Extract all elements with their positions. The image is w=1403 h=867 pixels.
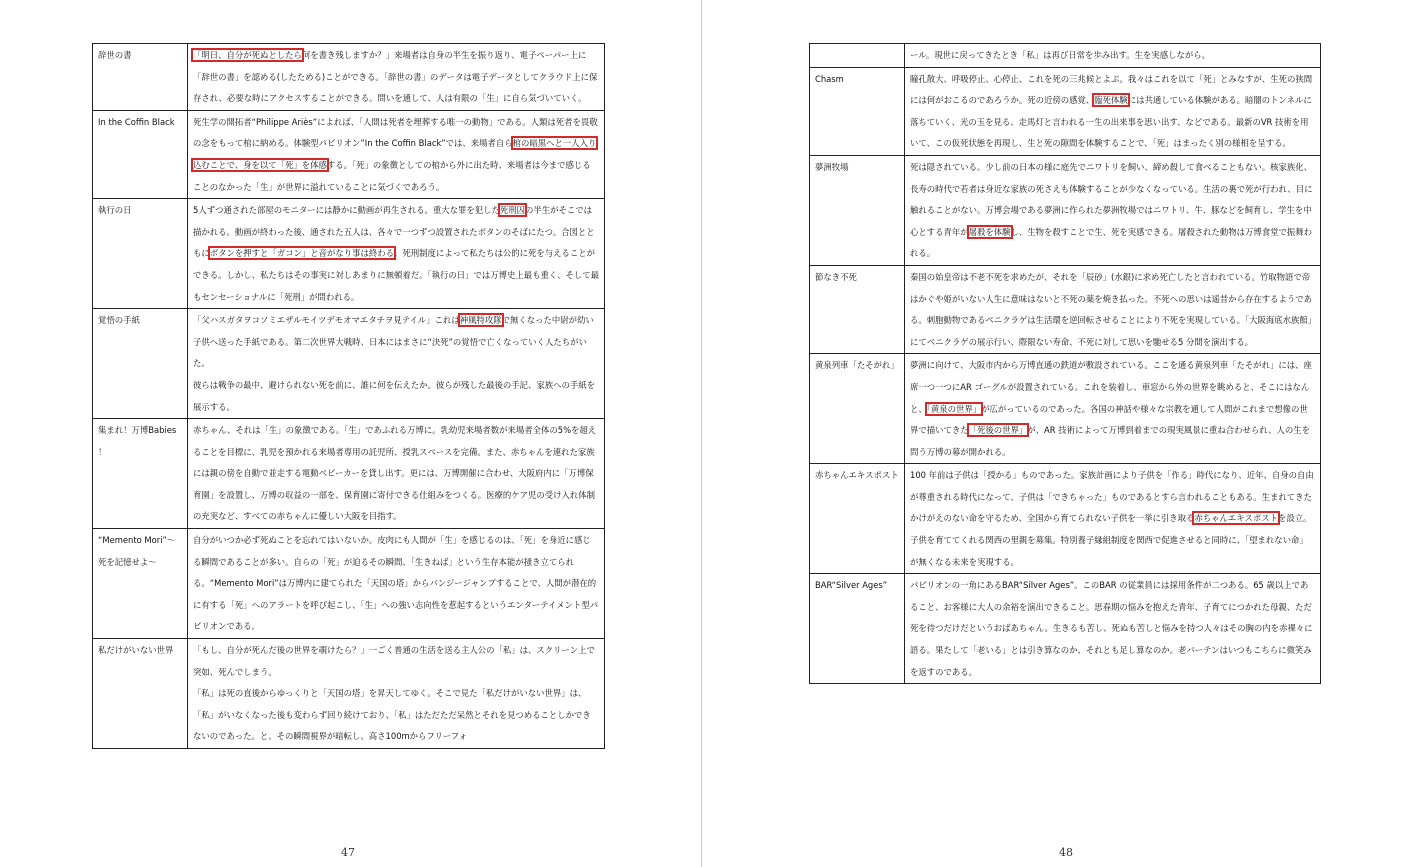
pavilion-description-cell xyxy=(188,639,605,749)
text-segment: 自分がいつか必ず死ぬことを忘れてはいないか。皮肉にも人間が「生」を感じるのは、「死」を身近に感じる瞬間であることが多い。自らの「死」が迫るその瞬間、「生きねば」という生存本能が掻き立てられる。“Memento Mori”は万博内に建てられた「天国の塔」からバンジージャンプすることで、人間が潜在的に有する「死」へのアラートを呼び起こし、「生」への強い志向性を惹起するというエンターテイメント型パビリオンである。 xyxy=(193,535,599,632)
pavilion-name-cell: 夢洲牧場 xyxy=(810,155,905,265)
highlighted-phrase: 「死後の世界」 xyxy=(968,425,1028,436)
pavilion-name-cell: 覚悟の手紙 xyxy=(93,309,188,419)
text-segment: する。「死」の象徴としての棺から外に出た時、来場者は今まで感じることのなかった「生」が世界に溢れていることに気づくであろう。 xyxy=(193,159,591,192)
highlighted-phrase: 屠殺を体験 xyxy=(968,226,1011,237)
highlighted-phrase: 臨死体験 xyxy=(1094,95,1128,106)
left-table-row xyxy=(93,44,605,111)
pavilion-description-cell xyxy=(188,44,605,111)
right-page xyxy=(702,0,1403,867)
text-segment: 秦国の始皇帝は不老不死を求めたが、それを「辰砂」(水銀)に求め死亡したと言われている。竹取物語で帝はかぐや姫がいない人生に意味はないと不死の薬を焼き払った。不死への思いは遥昔から存在するようである。刺胞動物であるベニクラゲは生活環を逆回転させることにより不死を実現している。「大阪海底水族館」にてベニクラゲの展示行い、際限ない寿命、不死に対して思いを馳せる5 分間を演出する。 xyxy=(910,271,1312,347)
description-paragraph xyxy=(193,310,599,375)
pavilion-description-cell xyxy=(188,419,605,529)
right-table-row xyxy=(810,265,1321,353)
text-segment: し、生物を殺すことで生、死を実感できる。屠殺された動物は万博食堂で振舞われる。 xyxy=(910,226,1312,259)
pavilion-description-cell xyxy=(905,155,1321,265)
pavilion-description-cell xyxy=(905,67,1321,155)
page-number-right: 48 xyxy=(1059,846,1073,859)
left-table-row xyxy=(93,529,605,639)
description-paragraph xyxy=(910,69,1315,155)
left-table-row xyxy=(93,639,605,749)
pavilion-description-cell xyxy=(905,464,1321,574)
text-segment: 100 年前は子供は「授かる」ものであった。家族計画により子供を「作る」時代になり、近年、自身の自由が尊重される時代になって、子供は「できちゃった」ものであるとすら言われることもある。生まれてきたかけがえのない命を守るため、全国から育てられない子供を一挙に引き取る xyxy=(910,470,1314,524)
text-segment: 夢洲に向けて、大阪市内から万博直通の鉄道が敷設されている。ここを通る黄泉列車「たそがれ」には、座席一つ一つにAR ゴーグルが設置されている。これを装着し、車窓から外の世界を眺めると、そこにはなんと、 xyxy=(910,360,1312,414)
page-number-left: 47 xyxy=(341,846,355,859)
text-segment: 「もし、自分が死んだ後の世界を覗けたら？」一ごく普通の生活を送る主人公の「私」は、スクリーン上で突如、死んでしまう。 xyxy=(193,645,595,677)
left-table-row xyxy=(93,419,605,529)
pavilion-name-cell: Chasm xyxy=(810,67,905,155)
text-segment: が広がっているのであった。各国の神話や様々な宗教を通して人間がこれまで想像の世界で描いてきた xyxy=(910,403,1308,436)
description-paragraph xyxy=(193,200,599,308)
description-paragraph xyxy=(193,530,599,638)
pavilion-description-cell xyxy=(188,199,605,309)
pavilion-description-cell xyxy=(905,44,1321,68)
text-segment: 何を書き残しますか？」来場者は自身の半生を振り返り、電子ペーパー上に「辞世の書」を認める(したためる)ことができる。「辞世の書」のデータは電子データとしてクラウド上に保存され、必要な時にアクセスすることができる。問いを通して、人は有限の「生」に自ら気づいていく。 xyxy=(193,50,598,104)
pavilion-name-cell: 辞世の書 xyxy=(93,44,188,111)
description-paragraph xyxy=(910,465,1315,573)
pavilion-name-cell: 節なき不死 xyxy=(810,265,905,353)
text-segment: 「父ハスガタヲコソミエザルモイツデモオマエタチヲ見テイル」これは xyxy=(193,315,460,326)
pavilion-description-cell xyxy=(905,265,1321,353)
pavilion-description-cell xyxy=(188,309,605,419)
right-table-row xyxy=(810,67,1321,155)
left-page xyxy=(0,0,701,867)
pavilion-name-cell: 執行の日 xyxy=(93,199,188,309)
right-table-row xyxy=(810,155,1321,265)
description-paragraph xyxy=(193,683,599,748)
description-paragraph xyxy=(193,112,599,198)
pavilion-description-cell xyxy=(905,354,1321,464)
description-paragraph xyxy=(910,575,1315,683)
description-paragraph xyxy=(193,375,599,418)
text-segment: 彼らは戦争の最中、避けられない死を前に、誰に何を伝えたか。彼らが残した最後の手記、家族への手紙を展示する。 xyxy=(193,379,595,412)
text-segment: には共通している体験がある。暗闇のトンネルに落ちていく、光の玉を見る、走馬灯と言われる一生の出来事を思い出す、などである。最新のVR 技術を用いて、この仮死状態を再現し、生と死の隙間を体験することで、「死」はまったく別の様相を呈する。 xyxy=(910,95,1312,149)
pavilion-description-cell xyxy=(188,110,605,198)
text-segment: が、AR 技術によって万博到着までの現実風景に重ね合わせられ、人の生を問う万博の幕が開かれる。 xyxy=(910,425,1310,457)
highlighted-phrase: ボタンを押すと「ガコン」と音がなり事は終わる xyxy=(209,248,394,259)
pavilion-name-cell: 赤ちゃんエキスポスト xyxy=(810,464,905,574)
left-table-row xyxy=(93,309,605,419)
left-table-row xyxy=(93,199,605,309)
pavilion-name-cell xyxy=(810,44,905,68)
text-segment: 死は隠されている。少し前の日本の様に庭先でニワトリを飼い、締め殺して食べることもない。核家族化、長寿の時代で若者は身近な家族の死さえも体験することが少なくなっている。生活の裏で死が行われ、目に触れることがない。万博会場である夢洲に作られた夢洲牧場ではニワトリ、牛、豚などを飼育し、学生を中心とする青年が xyxy=(910,161,1313,237)
text-segment: 死生学の開拓者“Philippe Ariès”によれば、「人間は死者を埋葬する唯一の動物」である。人類は死者を畏敬の念をもって棺に納める。体験型パビリオン”In the Coffin Black”では、来場者自ら xyxy=(193,116,598,149)
text-segment: 赤ちゃん、それは「生」の象徴である。「生」であふれる万博に。乳幼児来場者数が来場者全体の5%を超えることを目標に、乳児を預かれる来場者専用の託児所、授乳スペースを完備。また、赤ちゃんを連れた家族には親の傍を自動で並走する電動ベビーカーを貸し出す。更には、万博開催に合わせ、大阪府内に「万博保育園」を設置し、万博の収益の一部を、保育園に寄付できる仕組みをつくる。医療的ケア児の受け入れ体制の充実など、すべての赤ちゃんに優しい大阪を目指す。 xyxy=(193,425,597,522)
text-segment: ール。現世に戻ってきたとき「私」は再び日常を歩み出す。生を実感しながら。 xyxy=(910,50,1210,60)
highlighted-phrase: 死刑囚 xyxy=(499,205,525,216)
text-segment: を設立。子供を育ててくれる関西の里親を募集。特別養子縁組制度を関西で促進させると同時に、「望まれない命」が無くなる未来を実現する。 xyxy=(910,513,1312,567)
text-segment: 5人ずつ通された部屋のモニターには静かに動画が再生される。重大な罪を犯した xyxy=(193,205,500,216)
right-table-row xyxy=(810,464,1321,574)
highlighted-phrase: 「明日、自分が死ぬとしたら xyxy=(193,50,302,60)
text-segment: 「私」は死の直後からゆっくりと「天国の塔」を昇天してゆく。そこで見た「私だけがいない世界」は、「私」がいなくなった後も変わらず回り続けており、「私」はただただ呆然とそれを見つめることしかできないのであった。と、その瞬間視界が暗転し、高さ100mからフリーフォ xyxy=(193,688,591,742)
pavilion-name-cell: BAR“Silver Ages” xyxy=(810,574,905,684)
pavilion-name-cell: “Memento Mori”～死を記憶せよ～ xyxy=(93,529,188,639)
text-segment: 。死刑制度によって私たちは公的に死を与えることができる。しかし、私たちはその事実に対しあまりに無頓着だ。「執行の日」では万博史上最も重く、そして最もセンセーショナルに「死刑」が問われる。 xyxy=(193,248,600,302)
description-paragraph xyxy=(193,640,599,683)
pavilion-table-left xyxy=(92,43,605,749)
right-table-row xyxy=(810,44,1321,68)
description-paragraph xyxy=(193,45,599,110)
pavilion-name-cell: 黄泉列車「たそがれ」 xyxy=(810,354,905,464)
text-segment: の半生がそこでは描かれる。動画が終わった後、通された五人は、各々で一つずつ設置されたボタンのそばにたつ。合図とともに xyxy=(193,205,595,259)
pavilion-name-cell: 集まれ！万博Babies ！ xyxy=(93,419,188,529)
left-table-row xyxy=(93,110,605,198)
text-segment: 瞳孔散大、呼吸停止、心停止、これを死の三兆候とよぶ。我々はこれを以て「死」とみなすが、生死の狭間には何がおこるのであろうか。死の近傍の感覚、 xyxy=(910,73,1313,106)
text-segment: で無くなった中尉が幼い子供へ送った手紙である。第二次世界大戦時、日本にはまさに“決死”の覚悟で亡くなっていく人たちがいた。 xyxy=(193,315,594,369)
highlighted-phrase: 赤ちゃんエキスポスト xyxy=(1194,513,1279,524)
pavilion-name-cell: In the Coffin Black xyxy=(93,110,188,198)
highlighted-phrase: 神風特攻隊 xyxy=(459,315,502,326)
description-paragraph xyxy=(193,420,599,528)
pavilion-table-right xyxy=(809,43,1321,684)
text-segment: パビリオンの一角にあるBAR“Silver Ages”。このBAR の従業員には採用条件が二つある。65 歳以上であること、お客様に大人の余裕を演出できること。思春期の悩みを抱えた青年、子育てにつかれた母親、ただ死を待つだけだというおばあちゃん。生きるも苦し、死ぬも苦しと悩みを持つ人々はその胸の内を赤裸々に語る。果たして「老いる」とは引き算なのか、それとも足し算なのか。老バーテンはいつもこちらに微笑みを返すのである。 xyxy=(910,580,1313,677)
description-paragraph xyxy=(910,355,1315,463)
pavilion-name-cell: 私だけがいない世界 xyxy=(93,639,188,749)
right-table-row xyxy=(810,574,1321,684)
highlighted-phrase: 棺の暗黒へと一人入り込むことで、身を以て「死」を体感 xyxy=(193,138,597,170)
description-paragraph xyxy=(910,267,1315,353)
pavilion-description-cell xyxy=(188,529,605,639)
description-paragraph xyxy=(910,45,1315,67)
right-table-row xyxy=(810,354,1321,464)
pavilion-description-cell xyxy=(905,574,1321,684)
description-paragraph xyxy=(910,157,1315,265)
highlighted-phrase: 「黄泉の世界」 xyxy=(926,403,982,414)
